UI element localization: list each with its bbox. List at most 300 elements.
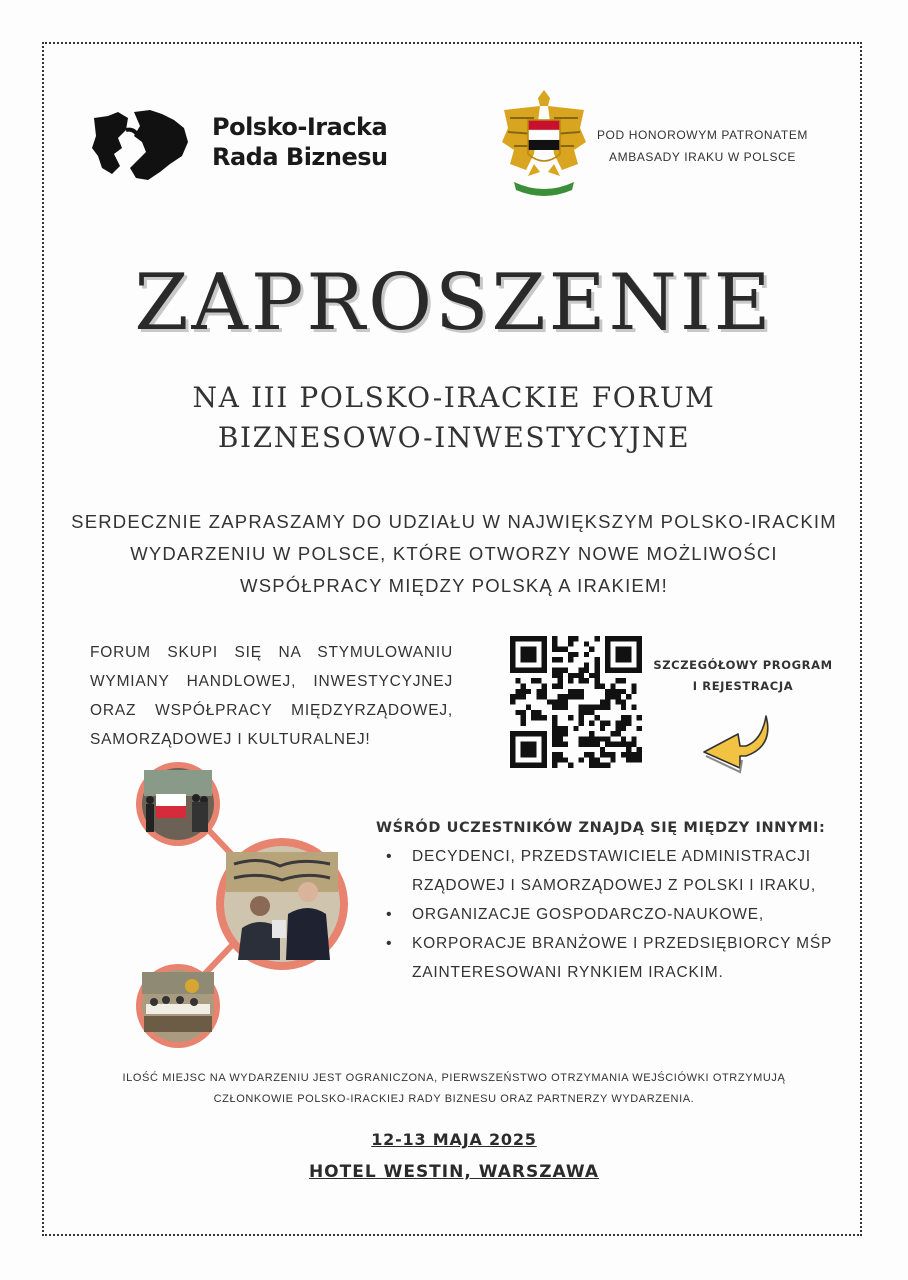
qr-module: [563, 705, 568, 710]
qr-module: [542, 752, 547, 757]
patronage-line1: POD HONOROWYM PATRONATEM: [596, 128, 809, 142]
qr-module: [616, 689, 621, 694]
qr-module: [568, 636, 573, 641]
qr-module: [515, 668, 520, 673]
qr-module: [631, 668, 636, 673]
qr-module: [626, 720, 631, 725]
qr-module: [552, 668, 557, 673]
qr-module: [531, 715, 536, 720]
qr-module: [542, 647, 547, 652]
qr-module: [626, 715, 631, 720]
qr-module: [610, 636, 615, 641]
qr-module: [531, 657, 536, 662]
program-line1: SZCZEGÓŁOWY PROGRAM: [653, 658, 833, 672]
qr-module: [621, 705, 626, 710]
qr-module: [605, 705, 610, 710]
list-item-line: RZĄDOWEJ I SAMORZĄDOWEJ Z POLSKI I IRAKU,: [412, 877, 816, 894]
qr-module: [579, 757, 584, 762]
qr-module: [589, 673, 594, 678]
qr-module: [536, 710, 541, 715]
qr-module: [552, 705, 557, 710]
qr-module: [579, 694, 584, 699]
qr-module: [568, 673, 573, 678]
qr-module: [573, 694, 578, 699]
qr-module: [637, 726, 642, 731]
qr-module: [584, 742, 589, 747]
qr-module: [610, 752, 615, 757]
qr-module: [621, 678, 626, 683]
qr-module: [631, 757, 636, 762]
qr-module: [579, 689, 584, 694]
curved-arrow-icon: [700, 712, 774, 778]
qr-module: [536, 636, 541, 641]
qr-module: [521, 668, 526, 673]
forum-paragraph: [90, 638, 453, 754]
qr-module: [600, 684, 605, 689]
participants-heading: WŚRÓD UCZESTNIKÓW ZNAJDĄ SIĘ MIĘDZY INNYMI:: [376, 820, 826, 836]
list-item: [376, 929, 846, 987]
qr-module: [558, 694, 563, 699]
qr-module: [594, 715, 599, 720]
qr-module: [515, 763, 520, 768]
qr-module: [621, 652, 626, 657]
qr-module: [526, 752, 531, 757]
qr-module: [521, 657, 526, 662]
photo-circle-3: [136, 964, 220, 1048]
qr-module: [589, 710, 594, 715]
qr-module: [621, 647, 626, 652]
qr-module: [531, 747, 536, 752]
qr-module: [600, 720, 605, 725]
qr-module: [558, 736, 563, 741]
page-title: ZAPROSZENIE: [134, 258, 774, 348]
qr-module: [637, 747, 642, 752]
qr-module: [616, 720, 621, 725]
qr-module: [552, 657, 557, 662]
qr-module: [579, 673, 584, 678]
qr-module: [536, 689, 541, 694]
qr-module: [584, 752, 589, 757]
qr-module: [621, 726, 626, 731]
qr-module: [616, 726, 621, 731]
qr-module: [626, 757, 631, 762]
org-name: [212, 112, 388, 172]
subtitle-line2: BIZNESOWO-INWESTYCYJNE: [217, 421, 691, 454]
qr-module: [521, 747, 526, 752]
forum-line4: SAMORZĄDOWEJ I KULTURALNEJ!: [90, 731, 371, 748]
qr-module: [621, 720, 626, 725]
qr-module: [531, 652, 536, 657]
qr-module: [552, 736, 557, 741]
qr-module: [536, 678, 541, 683]
qr-module: [510, 736, 515, 741]
qr-module: [589, 647, 594, 652]
qr-module: [536, 694, 541, 699]
photo-circle-1: [136, 762, 220, 846]
qr-module: [605, 662, 610, 667]
qr-module: [552, 757, 557, 762]
qr-module: [621, 668, 626, 673]
qr-module: [510, 647, 515, 652]
qr-module: [536, 668, 541, 673]
qr-module: [579, 678, 584, 683]
qr-module: [558, 684, 563, 689]
qr-module: [510, 757, 515, 762]
qr-module: [542, 668, 547, 673]
qr-module: [510, 699, 515, 704]
qr-module: [568, 678, 573, 683]
qr-module: [526, 657, 531, 662]
qr-module: [605, 752, 610, 757]
qr-module: [605, 641, 610, 646]
qr-module: [610, 694, 615, 699]
note-line1: ILOŚĆ MIEJSC NA WYDARZENIU JEST OGRANICZONA, PIERWSZEŃSTWO OTRZYMANIA WEJŚCIÓWKI OTRZYMUJĄ: [122, 1072, 786, 1084]
qr-module: [600, 736, 605, 741]
qr-module: [547, 699, 552, 704]
qr-module: [616, 668, 621, 673]
qr-module: [631, 705, 636, 710]
qr-module: [568, 763, 573, 768]
qr-module: [542, 636, 547, 641]
qr-module: [521, 763, 526, 768]
list-item-line: • ORGANIZACJE GOSPODARCZO-NAUKOWE,: [412, 906, 764, 923]
qr-module: [605, 763, 610, 768]
qr-module: [579, 720, 584, 725]
qr-module: [605, 647, 610, 652]
qr-module: [510, 752, 515, 757]
qr-module: [558, 647, 563, 652]
qr-module: [616, 731, 621, 736]
qr-module: [542, 652, 547, 657]
qr-module: [542, 736, 547, 741]
qr-module: [568, 689, 573, 694]
qr-module: [579, 710, 584, 715]
qr-module: [637, 662, 642, 667]
qr-module: [584, 641, 589, 646]
qr-module: [510, 742, 515, 747]
qr-module: [610, 684, 615, 689]
qr-module: [589, 720, 594, 725]
qr-module: [558, 699, 563, 704]
poland-iraq-map-logo-icon: [90, 108, 190, 184]
qr-module: [552, 715, 557, 720]
qr-module: [542, 715, 547, 720]
qr-module: [616, 652, 621, 657]
qr-module: [589, 736, 594, 741]
qr-module: [584, 736, 589, 741]
qr-module: [626, 636, 631, 641]
qr-module: [515, 689, 520, 694]
qr-module: [568, 657, 573, 662]
qr-module: [600, 752, 605, 757]
qr-module: [563, 694, 568, 699]
qr-module: [515, 731, 520, 736]
qr-module: [526, 652, 531, 657]
qr-module: [563, 726, 568, 731]
qr-module: [589, 752, 594, 757]
registration-qr-code[interactable]: [510, 636, 642, 768]
qr-module: [621, 715, 626, 720]
qr-module: [621, 752, 626, 757]
qr-module: [558, 731, 563, 736]
qr-module: [594, 662, 599, 667]
qr-module: [536, 763, 541, 768]
qr-module: [510, 652, 515, 657]
qr-module: [584, 652, 589, 657]
qr-module: [510, 668, 515, 673]
qr-module: [610, 731, 615, 736]
qr-module: [521, 694, 526, 699]
qr-module: [605, 652, 610, 657]
qr-module: [605, 668, 610, 673]
qr-module: [568, 694, 573, 699]
qr-module: [552, 742, 557, 747]
list-item: [376, 842, 846, 900]
qr-module: [637, 652, 642, 657]
qr-module: [521, 636, 526, 641]
qr-module: [552, 684, 557, 689]
qr-module: [521, 689, 526, 694]
qr-module: [558, 705, 563, 710]
qr-module: [589, 742, 594, 747]
note-line2: CZŁONKOWIE POLSKO-IRACKIEJ RADY BIZNESU ORAZ PARTNERZY WYDARZENIA.: [213, 1093, 695, 1105]
qr-module: [589, 731, 594, 736]
qr-module: [558, 673, 563, 678]
qr-module: [526, 763, 531, 768]
qr-module: [594, 736, 599, 741]
qr-module: [558, 657, 563, 662]
qr-module: [626, 694, 631, 699]
qr-module: [594, 763, 599, 768]
qr-module: [515, 710, 520, 715]
qr-module: [563, 699, 568, 704]
participants-list: [376, 842, 846, 987]
patronage-line2: AMBASADY IRAKU W POLSCE: [609, 150, 796, 164]
qr-module: [631, 752, 636, 757]
qr-module: [626, 742, 631, 747]
qr-module: [531, 752, 536, 757]
forum-line3: ORAZ WSPÓŁPRACY MIĘDZYRZĄDOWEJ,: [90, 702, 453, 719]
qr-module: [552, 647, 557, 652]
org-name-line2: Rada Biznesu: [212, 143, 388, 171]
qr-module: [594, 668, 599, 673]
page-subtitle: [0, 378, 908, 458]
list-item: [376, 900, 846, 929]
qr-module: [526, 747, 531, 752]
qr-module: [536, 731, 541, 736]
qr-module: [542, 689, 547, 694]
qr-module: [589, 705, 594, 710]
qr-module: [594, 657, 599, 662]
qr-module: [584, 668, 589, 673]
qr-module: [616, 699, 621, 704]
qr-module: [526, 731, 531, 736]
qr-module: [568, 652, 573, 657]
list-item-line: • DECYDENCI, PRZEDSTAWICIELE ADMINISTRACJI: [412, 848, 811, 865]
qr-module: [510, 636, 515, 641]
qr-module: [558, 678, 563, 683]
qr-module: [558, 752, 563, 757]
qr-module: [594, 636, 599, 641]
qr-module: [621, 736, 626, 741]
qr-module: [637, 647, 642, 652]
qr-module: [526, 742, 531, 747]
qr-module: [521, 652, 526, 657]
qr-module: [521, 742, 526, 747]
qr-module: [521, 684, 526, 689]
qr-module: [626, 652, 631, 657]
qr-module: [637, 636, 642, 641]
qr-module: [600, 705, 605, 710]
qr-module: [542, 662, 547, 667]
qr-module: [626, 668, 631, 673]
qr-module: [621, 636, 626, 641]
qr-module: [552, 720, 557, 725]
qr-module: [563, 742, 568, 747]
qr-module: [552, 752, 557, 757]
qr-module: [542, 757, 547, 762]
qr-module: [594, 757, 599, 762]
event-photo-collage: [130, 760, 360, 1060]
qr-module: [552, 726, 557, 731]
intro-line3: WSPÓŁPRACY MIĘDZY POLSKĄ A IRAKIEM!: [240, 575, 668, 596]
qr-module: [552, 763, 557, 768]
qr-module: [605, 742, 610, 747]
qr-module: [515, 678, 520, 683]
qr-module: [526, 689, 531, 694]
qr-module: [605, 736, 610, 741]
qr-module: [616, 678, 621, 683]
qr-module: [573, 673, 578, 678]
participants-section: [376, 820, 846, 987]
iraq-coat-of-arms-icon: [500, 84, 588, 202]
qr-module: [616, 694, 621, 699]
qr-module: [621, 657, 626, 662]
qr-module: [552, 641, 557, 646]
qr-module: [568, 715, 573, 720]
forum-line2: WYMIANY HANDLOWEJ, INWESTYCYJNEJ: [90, 673, 453, 690]
qr-module: [605, 689, 610, 694]
qr-module: [542, 657, 547, 662]
org-name-line1: Polsko-Iracka: [212, 113, 388, 141]
qr-module: [510, 641, 515, 646]
qr-module: [573, 652, 578, 657]
qr-module: [558, 668, 563, 673]
intro-line2: WYDARZENIU W POLSCE, KTÓRE OTWORZY NOWE MOŻLIWOŚCI: [130, 543, 778, 564]
qr-module: [510, 763, 515, 768]
qr-module: [594, 742, 599, 747]
qr-module: [605, 657, 610, 662]
qr-module: [542, 731, 547, 736]
qr-module: [579, 705, 584, 710]
qr-module: [521, 647, 526, 652]
qr-module: [542, 641, 547, 646]
qr-module: [631, 636, 636, 641]
qr-module: [521, 752, 526, 757]
qr-module: [552, 731, 557, 736]
qr-module: [637, 715, 642, 720]
qr-module: [563, 731, 568, 736]
qr-module: [600, 726, 605, 731]
qr-module: [631, 684, 636, 689]
qr-module: [558, 726, 563, 731]
qr-module: [637, 641, 642, 646]
qr-module: [584, 662, 589, 667]
qr-module: [510, 747, 515, 752]
qr-module: [626, 752, 631, 757]
qr-module: [568, 641, 573, 646]
event-venue: HOTEL WESTIN, WARSZAWA: [308, 1162, 600, 1182]
qr-module: [510, 694, 515, 699]
qr-module: [616, 636, 621, 641]
qr-module: [637, 757, 642, 762]
qr-module: [526, 705, 531, 710]
qr-module: [637, 668, 642, 673]
qr-module: [605, 636, 610, 641]
qr-module: [542, 684, 547, 689]
qr-module: [515, 636, 520, 641]
qr-module: [610, 742, 615, 747]
qr-module: [589, 763, 594, 768]
qr-module: [563, 668, 568, 673]
qr-module: [594, 673, 599, 678]
qr-module: [631, 689, 636, 694]
qr-module: [531, 731, 536, 736]
qr-module: [610, 668, 615, 673]
qr-module: [600, 763, 605, 768]
qr-module: [552, 699, 557, 704]
photo-circle-2: [216, 838, 348, 970]
qr-module: [531, 636, 536, 641]
qr-module: [558, 757, 563, 762]
qr-module: [621, 689, 626, 694]
qr-module: [531, 763, 536, 768]
qr-module: [579, 742, 584, 747]
qr-module: [563, 647, 568, 652]
qr-module: [579, 715, 584, 720]
qr-module: [573, 636, 578, 641]
intro-line1: SERDECZNIE ZAPRASZAMY DO UDZIAŁU W NAJWIĘKSZYM POLSKO-IRACKIM: [71, 511, 837, 532]
qr-module: [542, 694, 547, 699]
qr-module: [510, 662, 515, 667]
qr-module: [594, 678, 599, 683]
qr-module: [610, 757, 615, 762]
qr-module: [531, 710, 536, 715]
qr-module: [542, 747, 547, 752]
qr-module: [605, 699, 610, 704]
subtitle-line1: NA III POLSKO-IRACKIE FORUM: [192, 381, 716, 414]
qr-module: [510, 731, 515, 736]
qr-module: [563, 757, 568, 762]
qr-module: [573, 726, 578, 731]
qr-module: [589, 757, 594, 762]
event-date: 12-13 MAJA 2025: [371, 1130, 537, 1149]
qr-module: [526, 668, 531, 673]
qr-module: [631, 742, 636, 747]
qr-module: [510, 657, 515, 662]
qr-module: [605, 720, 610, 725]
qr-module: [584, 710, 589, 715]
qr-module: [521, 710, 526, 715]
program-registration-label: [650, 655, 836, 697]
qr-module: [531, 668, 536, 673]
qr-module: [531, 742, 536, 747]
limited-seats-note: [0, 1068, 908, 1110]
qr-module: [594, 684, 599, 689]
qr-module: [579, 736, 584, 741]
qr-module: [579, 668, 584, 673]
qr-module: [626, 647, 631, 652]
